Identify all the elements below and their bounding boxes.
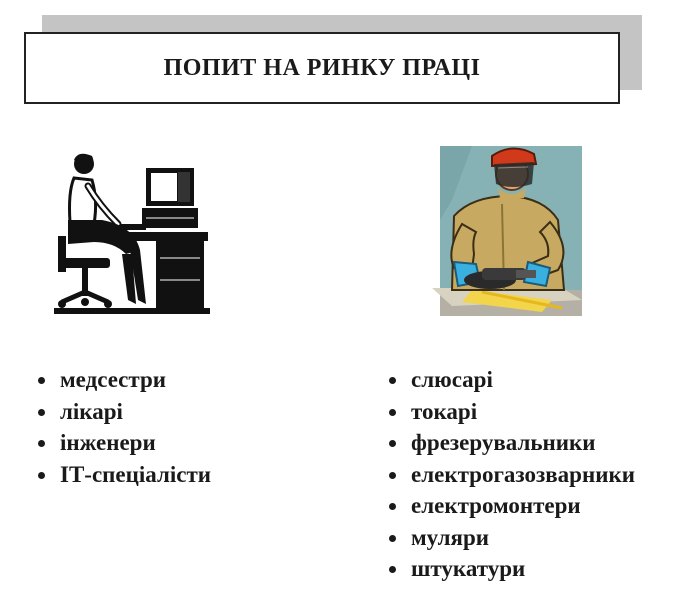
left-profession-list (36, 364, 211, 490)
list-item: токарі (387, 396, 635, 428)
list-item: інженери (36, 427, 211, 459)
title-box (24, 32, 620, 104)
bullet-icon (389, 535, 396, 542)
list-item: електрогазозварники (387, 459, 635, 491)
bullet-icon (389, 566, 396, 573)
list-item: медсестри (36, 364, 211, 396)
page-title: ПОПИТ НА РИНКУ ПРАЦІ (163, 54, 481, 81)
bullet-icon (38, 472, 45, 479)
list-item: слюсарі (387, 364, 635, 396)
list-item: штукатури (387, 553, 635, 585)
bullet-icon (38, 409, 45, 416)
bullet-icon (389, 472, 396, 479)
bullet-icon (389, 377, 396, 384)
right-profession-list (387, 364, 635, 585)
list-item: лікарі (36, 396, 211, 428)
bullet-icon (389, 409, 396, 416)
list-item: ІТ-спеціалісти (36, 459, 211, 491)
bullet-icon (38, 440, 45, 447)
office-worker-clipart-icon (48, 150, 214, 318)
bullet-icon (38, 377, 45, 384)
list-item: електромонтери (387, 490, 635, 522)
welder-grinder-clipart-icon (432, 140, 584, 320)
list-item: фрезерувальники (387, 427, 635, 459)
list-item: муляри (387, 522, 635, 554)
bullet-icon (389, 440, 396, 447)
bullet-icon (389, 503, 396, 510)
